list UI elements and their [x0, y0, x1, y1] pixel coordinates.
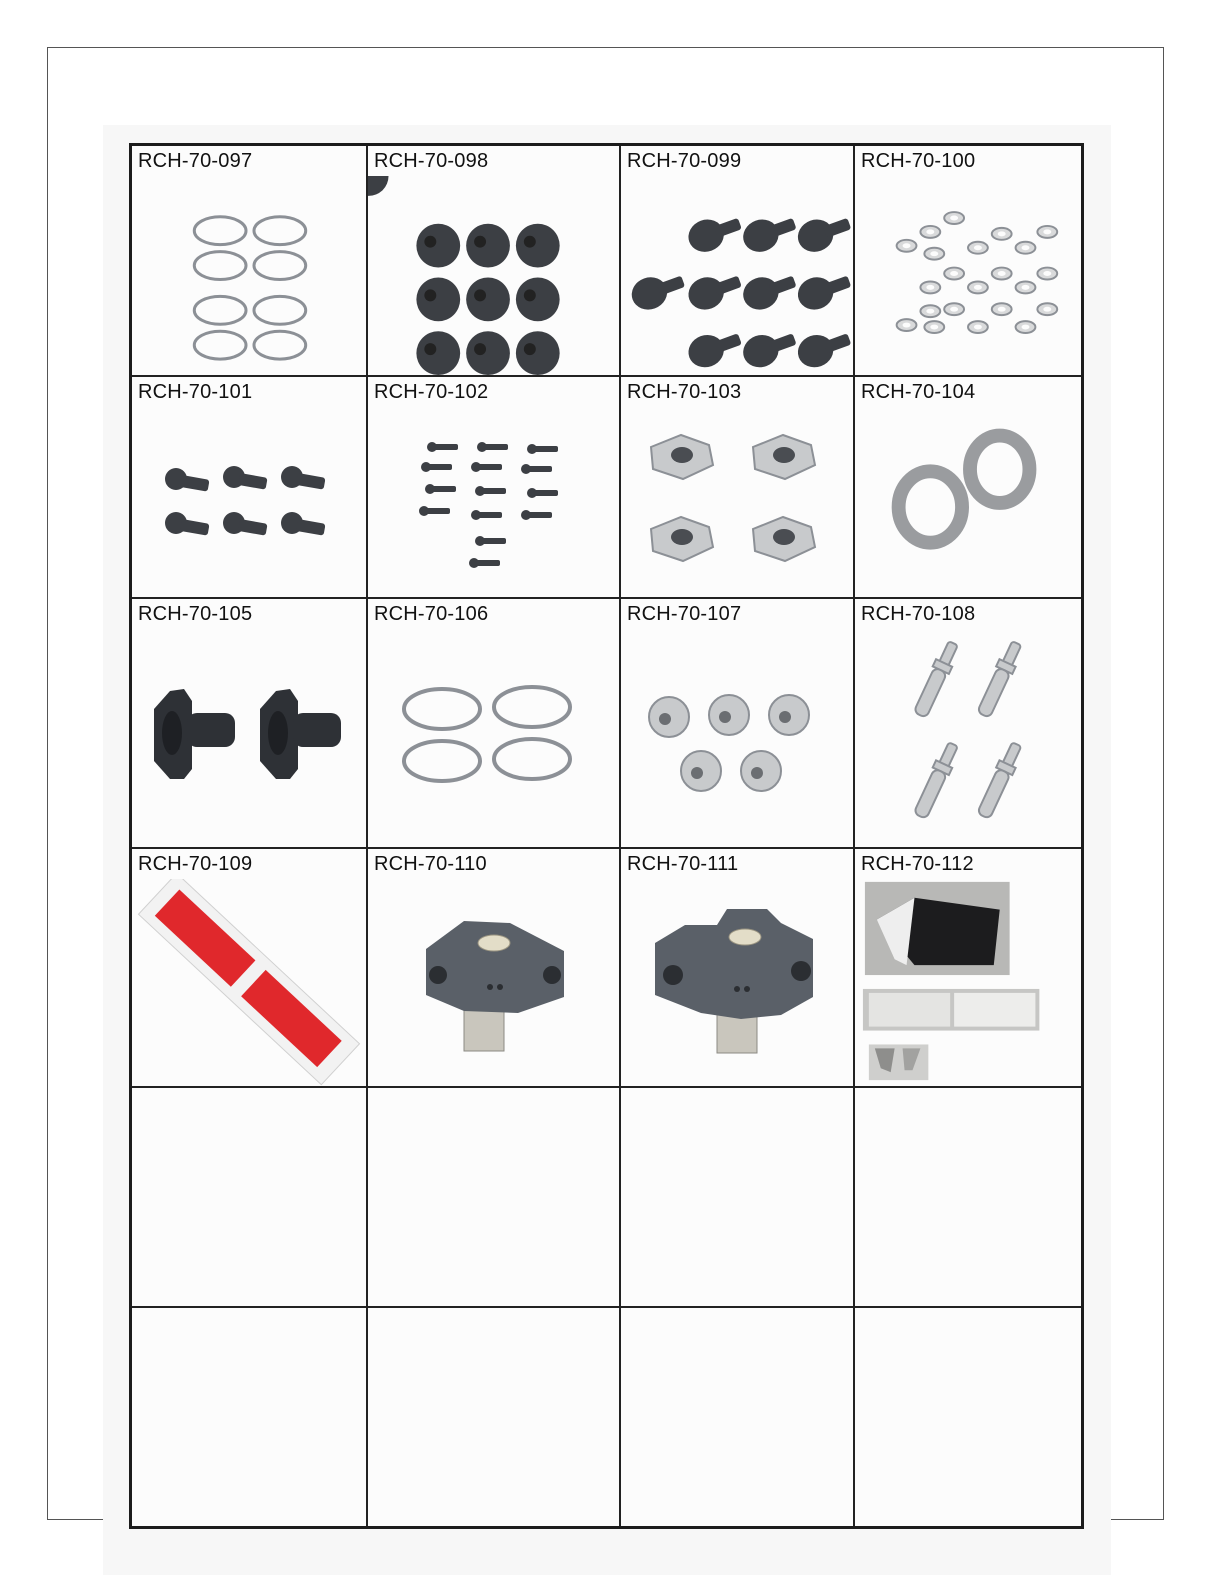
part-cell[interactable] — [368, 377, 621, 599]
empty-cell — [132, 1088, 368, 1308]
part-cell[interactable] — [132, 599, 368, 849]
part-code: RCH-70-099 — [627, 150, 742, 172]
part-code: RCH-70-100 — [861, 150, 976, 172]
part-cell[interactable] — [368, 146, 621, 377]
empty-cell — [368, 1088, 621, 1308]
empty-cell — [132, 1308, 368, 1526]
part-code: RCH-70-111 — [627, 853, 739, 875]
hex-nuts-icon — [621, 407, 853, 597]
flange-nuts-icon — [621, 629, 853, 847]
large-shims-icon — [368, 629, 619, 847]
part-cell[interactable] — [368, 599, 621, 849]
part-code: RCH-70-103 — [627, 381, 742, 403]
part-code: RCH-70-102 — [374, 381, 489, 403]
part-cell[interactable] — [368, 849, 621, 1088]
part-cell[interactable] — [855, 849, 1081, 1088]
empty-cell — [621, 1088, 855, 1308]
shim-rings-icon — [132, 176, 366, 375]
empty-cell — [855, 1308, 1081, 1526]
three-way-hub-icon — [368, 879, 619, 1086]
cap-screws-icon — [368, 407, 619, 597]
set-screws-icon — [368, 176, 619, 375]
part-code: RCH-70-106 — [374, 603, 489, 625]
part-cell[interactable] — [621, 146, 855, 377]
small-washers-icon — [855, 176, 1081, 375]
part-cell[interactable] — [855, 377, 1081, 599]
empty-cell — [855, 1088, 1081, 1308]
part-code: RCH-70-101 — [138, 381, 253, 403]
button-head-screws-icon — [621, 176, 853, 375]
four-way-hub-icon — [621, 879, 853, 1086]
part-code: RCH-70-105 — [138, 603, 253, 625]
part-code: RCH-70-110 — [374, 853, 487, 875]
part-cell[interactable] — [132, 377, 368, 599]
parts-table — [129, 143, 1084, 1529]
part-cell[interactable] — [621, 377, 855, 599]
empty-cell — [368, 1308, 621, 1526]
part-code: RCH-70-097 — [138, 150, 253, 172]
blade-parts-photo-icon — [855, 879, 1081, 1086]
part-code: RCH-70-107 — [627, 603, 742, 625]
part-cell[interactable] — [855, 599, 1081, 849]
part-code: RCH-70-104 — [861, 381, 976, 403]
empty-cell — [621, 1308, 855, 1526]
part-code: RCH-70-112 — [861, 853, 974, 875]
ball-studs-icon — [132, 407, 366, 597]
part-code: RCH-70-108 — [861, 603, 976, 625]
part-cell[interactable] — [132, 146, 368, 377]
part-cell[interactable] — [855, 146, 1081, 377]
part-code: RCH-70-098 — [374, 150, 489, 172]
red-decal-sheet-icon — [132, 879, 366, 1086]
part-cell[interactable] — [132, 849, 368, 1088]
part-cell[interactable] — [621, 849, 855, 1088]
spacer-rings-icon — [855, 407, 1081, 597]
part-cell[interactable] — [621, 599, 855, 849]
bevel-gears-icon — [132, 629, 366, 847]
pivot-pins-icon — [855, 629, 1081, 847]
part-code: RCH-70-109 — [138, 853, 253, 875]
